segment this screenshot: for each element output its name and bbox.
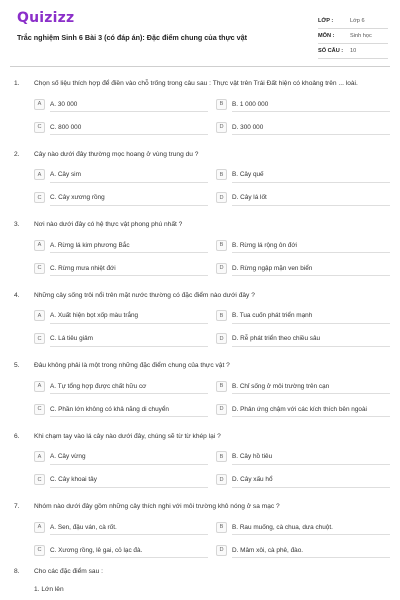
meta-label: MÔN : [318,33,335,39]
option-letter-box: C [34,404,45,415]
option-text: A. Cây sim [50,171,81,178]
option-text: A. Sen, đậu ván, cà rốt. [50,523,117,531]
option-underline [232,557,390,558]
answer-option-b[interactable] [216,521,386,533]
option-letter-box: A [34,451,45,462]
option-letter-box: B [216,169,227,180]
meta-row-class [318,14,388,29]
meta-row-subject [318,29,388,44]
answer-option-c[interactable] [34,121,204,133]
option-letter-box: D [216,545,227,556]
meta-table [318,14,388,59]
question-text: Chọn số liệu thích hợp để điền vào chỗ trống trong câu sau : Thực vật trên Trái Đất hiện có khoảng trên ... loài. [34,80,358,87]
answer-option-c[interactable] [34,403,204,415]
question-number: 8. [14,568,20,575]
option-text: D. Phản ứng chậm với các kích thích bên ngoài [232,405,367,413]
option-underline [50,182,208,183]
meta-label: SỐ CÂU : [318,48,344,54]
question-number: 1. [14,80,20,87]
answer-option-c[interactable] [34,262,204,274]
answer-option-a[interactable] [34,521,204,533]
answer-option-b[interactable] [216,310,386,322]
answer-option-a[interactable] [34,451,204,463]
question-number: 4. [14,291,20,299]
option-underline [232,205,390,206]
option-text: B. 1 000 000 [232,100,269,108]
option-underline [232,252,390,253]
quizizz-logo: Quizizz [17,10,75,26]
answer-option-c[interactable] [34,192,204,204]
question-number: 6. [14,432,20,440]
option-text: B. Tua cuốn phát triển mạnh [232,312,313,319]
answer-option-d[interactable] [216,403,386,415]
option-text: D. Cây lá lốt [232,194,267,201]
answer-option-d[interactable] [216,262,386,274]
answer-option-a[interactable] [34,169,204,181]
meta-value: Lớp 6 [350,18,365,24]
option-letter-box: A [34,310,45,321]
answer-option-a[interactable] [34,380,204,392]
question-number: 2. [14,150,20,158]
option-underline [50,275,208,276]
option-text: A. 30 000 [50,100,78,108]
answer-option-c[interactable] [34,333,204,345]
option-underline [232,134,390,135]
option-underline [232,346,390,347]
option-text: D. Rừng ngập mặn ven biển [232,264,313,272]
option-underline [50,464,208,465]
answer-option-d[interactable] [216,121,386,133]
option-underline [50,416,208,417]
question-number: 5. [14,362,20,369]
option-underline [50,323,208,324]
option-text: C. Xương rồng, lê gai, cỏ lạc đà. [50,546,143,554]
option-text: A. Rừng lá kim phương Bắc [50,241,130,249]
answer-option-c[interactable] [34,544,204,556]
answer-option-a[interactable] [34,98,204,110]
answer-option-a[interactable] [34,310,204,322]
question-text: Nơi nào dưới đây có hệ thực vật phong phú nhất ? [34,221,183,228]
option-text: A. Tự tổng hợp được chất hữu cơ [50,382,147,390]
option-letter-box: A [34,381,45,392]
option-letter-box: B [216,99,227,110]
option-letter-box: D [216,263,227,274]
option-text: D. Cây xấu hổ [232,476,273,483]
meta-label: LỚP : [318,18,334,24]
option-text: C. Phần lớn không có khả năng di chuyển [50,405,169,413]
option-letter-box: A [34,522,45,533]
option-letter-box: C [34,333,45,344]
question-text: Nhóm nào dưới đây gồm những cây thích nghi với môi trường khô nóng ở sa mạc ? [34,503,280,510]
question-text: Khi chạm tay vào lá cây nào dưới đây, chúng sẽ từ từ khép lại ? [34,432,221,440]
option-text: D. 300 000 [232,123,264,131]
answer-option-b[interactable] [216,239,386,251]
option-letter-box: C [34,474,45,485]
option-text: D. Rễ phát triển theo chiều sâu [232,335,321,342]
option-text: C. Cây khoai tây [50,476,97,483]
option-underline [232,182,390,183]
option-letter-box: C [34,545,45,556]
question-number: 3. [14,221,20,228]
meta-value: Sinh học [350,33,372,39]
option-letter-box: D [216,474,227,485]
answer-option-b[interactable] [216,98,386,110]
option-underline [50,393,208,394]
question-text: Đâu không phải là một trong những đặc điểm chung của thực vật ? [34,362,230,369]
option-letter-box: C [34,192,45,203]
option-text: B. Cây hồ tiêu [232,453,273,460]
option-letter-box: C [34,263,45,274]
option-letter-box: A [34,99,45,110]
option-letter-box: B [216,522,227,533]
option-underline [232,275,390,276]
option-text: C. Cây xương rồng [50,194,105,201]
option-letter-box: A [34,240,45,251]
answer-option-a[interactable] [34,239,204,251]
option-underline [232,416,390,417]
meta-row-count [318,44,388,59]
option-underline [50,557,208,558]
answer-option-b[interactable] [216,169,386,181]
option-letter-box: B [216,381,227,392]
option-text: C. 800 000 [50,123,82,131]
answer-option-d[interactable] [216,333,386,345]
question-8-item-1: 1. Lớn lên [34,586,64,593]
option-underline [232,464,390,465]
option-letter-box: B [216,451,227,462]
option-letter-box: D [216,404,227,415]
answer-option-d[interactable] [216,544,386,556]
worksheet-title: Trắc nghiệm Sinh 6 Bài 3 (có đáp án): Đặc điểm chung của thực vật [17,33,248,42]
option-text: C. Rừng mưa nhiệt đới [50,264,116,272]
option-text: C. Lá tiêu giảm [50,335,93,342]
answer-option-b[interactable] [216,380,386,392]
option-letter-box: D [216,333,227,344]
option-letter-box: C [34,122,45,133]
answer-option-d[interactable] [216,474,386,486]
option-underline [232,534,390,535]
option-underline [50,205,208,206]
answer-option-c[interactable] [34,474,204,486]
option-text: B. Cây quế [232,171,264,178]
question-number: 7. [14,503,20,510]
option-letter-box: A [34,169,45,180]
option-underline [50,487,208,488]
option-underline [50,346,208,347]
option-text: A. Xuất hiện bọt xốp màu trắng [50,312,139,319]
option-letter-box: B [216,240,227,251]
option-underline [232,111,390,112]
question-text: Cho các đặc điểm sau : [34,568,103,575]
option-underline [232,487,390,488]
option-underline [50,534,208,535]
option-underline [50,134,208,135]
answer-option-b[interactable] [216,451,386,463]
answer-option-d[interactable] [216,192,386,204]
header-divider [10,66,390,67]
option-underline [232,323,390,324]
option-text: A. Cây vừng [50,453,86,460]
option-letter-box: D [216,122,227,133]
question-text: Những cây sống trôi nổi trên mặt nước thường có đặc điểm nào dưới đây ? [34,291,255,299]
option-letter-box: B [216,310,227,321]
option-text: B. Rau muống, cà chua, dưa chuột. [232,523,333,531]
meta-value: 10 [350,48,357,54]
option-underline [50,252,208,253]
option-text: B. Chỉ sống ở môi trường trên cạn [232,382,330,390]
worksheet-header [0,0,400,66]
option-underline [50,111,208,112]
option-text: D. Mâm xôi, cà phê, đào. [232,546,304,554]
question-text: Cây nào dưới đây thường mọc hoang ở vùng trung du ? [34,150,199,158]
option-underline [232,393,390,394]
option-text: B. Rừng lá rộng ôn đới [232,241,297,249]
option-letter-box: D [216,192,227,203]
